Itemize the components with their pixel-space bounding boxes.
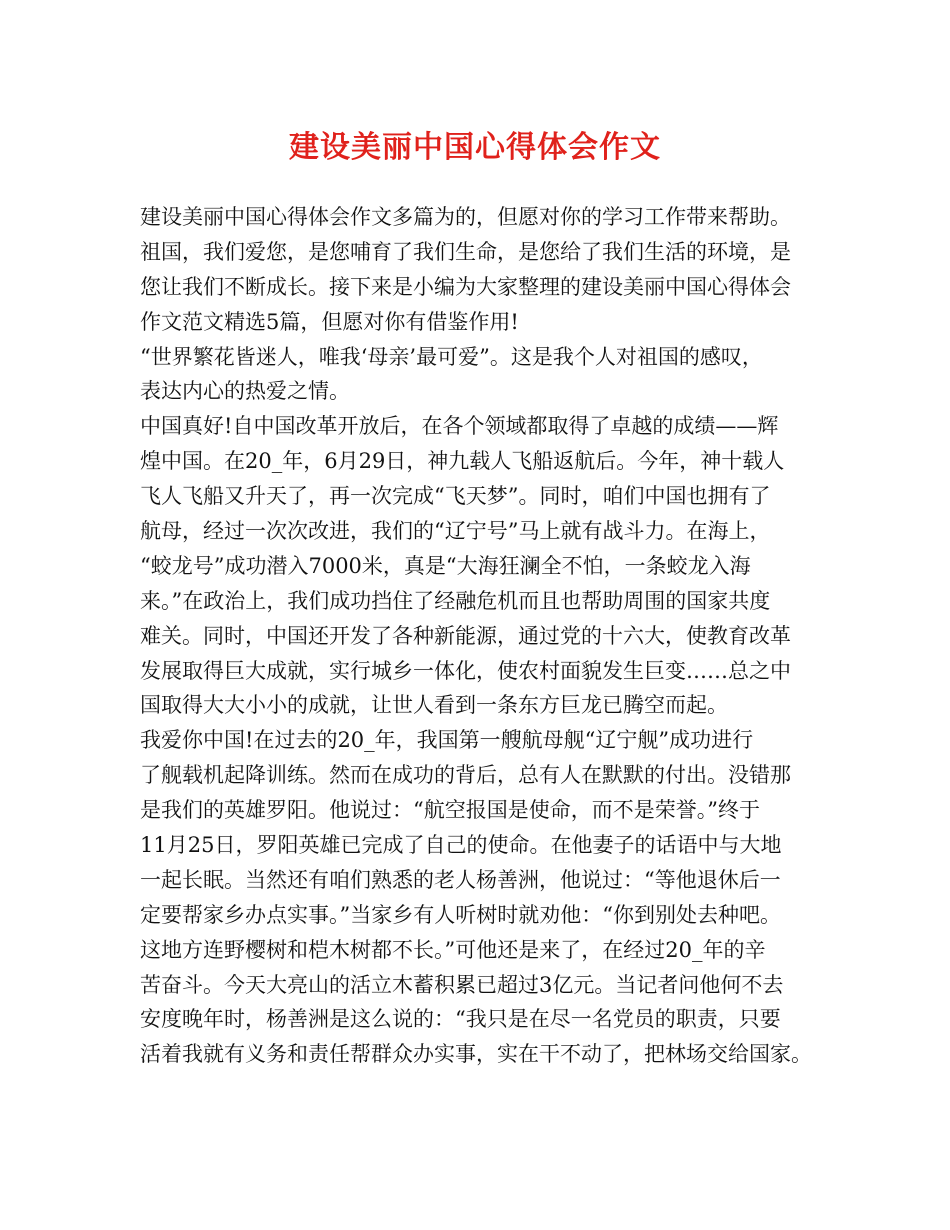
text-line: 建设美丽中国心得体会作文多篇为的，但愿对你的学习工作带来帮助。 <box>140 205 791 229</box>
text-line: 苦奋斗。今天大亮山的活立木蓄积累已超过3亿元。当记者问他何不去 <box>140 972 784 997</box>
text-line: 一起长眠。当然还有咱们熟悉的老人杨善洲，他说过：“等他退休后一 <box>140 867 781 892</box>
text-line: 来。”在政治上，我们成功挡住了经融危机而且也帮助周围的国家共度 <box>140 588 771 613</box>
text-line: 飞人飞船又升天了，再一次完成“飞天梦”。同时，咱们中国也拥有了 <box>140 484 771 509</box>
text-line: 祖国，我们爱您，是您哺育了我们生命，是您给了我们生活的环境，是 <box>140 239 791 264</box>
text-line: 我爱你中国!在过去的20_年，我国第一艘航母舰“辽宁舰”成功进行 <box>140 728 754 753</box>
text-line: 了舰载机起降训练。然而在成功的背后，总有人在默默的付出。没错那 <box>140 763 791 788</box>
document-body <box>140 200 824 1072</box>
text-line: 难关。同时，中国还开发了各种新能源，通过党的十六大，使教育改革 <box>140 623 791 648</box>
text-line: 安度晚年时，杨善洲是这么说的：“我只是在尽一名党员的职责，只要 <box>140 1007 781 1032</box>
text-line: 发展取得巨大成就，实行城乡一体化，使农村面貌发生巨变……总之中 <box>140 658 791 683</box>
text-line: 您让我们不断成长。接下来是小编为大家整理的建设美丽中国心得体会 <box>140 274 791 299</box>
document-title: 建设美丽中国心得体会作文 <box>289 130 661 165</box>
text-line: “蛟龙号”成功潜入7000米，真是“大海狂澜全不怕，一条蛟龙入海 <box>140 553 751 578</box>
text-line: 国取得大大小小的成就，让世人看到一条东方巨龙已腾空而起。 <box>140 693 728 718</box>
text-line: 是我们的英雄罗阳。他说过：“航空报国是使命，而不是荣誉。”终于 <box>140 798 760 823</box>
text-line: 煌中国。在20_年，6月29日，神九载人飞船返航后。今年，神十载人 <box>140 449 785 474</box>
text-line: 活着我就有义务和责任帮群众办实事，实在干不动了，把林场交给国家。 <box>140 1042 812 1067</box>
text-line: 表达内心的热爱之情。 <box>140 379 350 404</box>
text-line: 这地方连野樱树和桤木树都不长。”可他还是来了，在经过20_年的辛 <box>140 937 766 962</box>
text-line: “世界繁花皆迷人，唯我‘母亲’最可爱”。这是我个人对祖国的感叹， <box>140 344 763 369</box>
text-line: 作文范文精选5篇，但愿对你有借鉴作用! <box>140 309 519 334</box>
text-line: 11月25日，罗阳英雄已完成了自己的使命。在他妻子的话语中与大地 <box>140 833 782 858</box>
text-line: 中国真好!自中国改革开放后，在各个领域都取得了卓越的成绩——辉 <box>140 414 779 439</box>
text-line: 定要帮家乡办点实事。”当家乡有人听树时就劝他：“你到别处去种吧。 <box>140 902 781 927</box>
text-line: 航母，经过一次次改进，我们的“辽宁号”马上就有战斗力。在海上， <box>140 519 771 544</box>
